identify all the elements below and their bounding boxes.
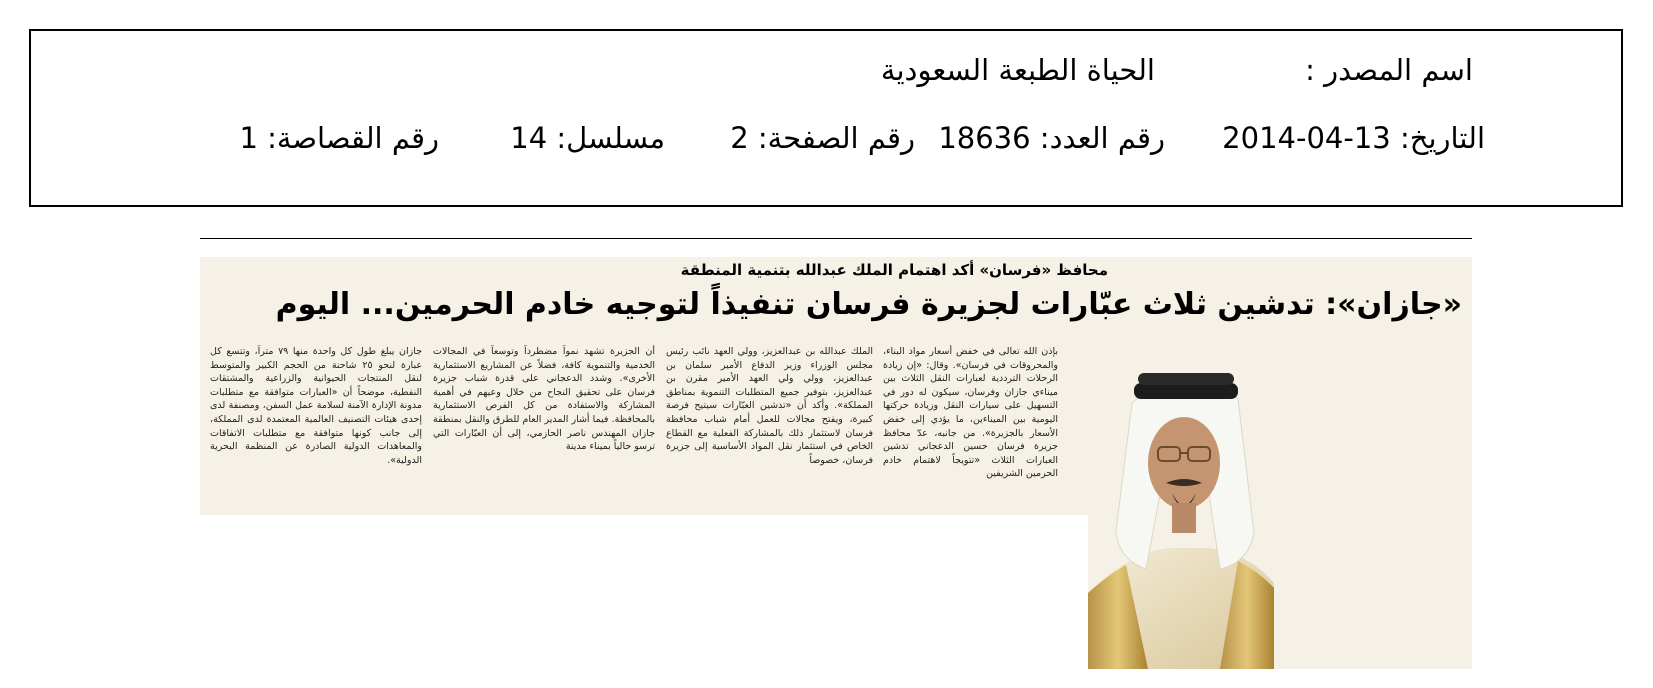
serial-number: مسلسل: 14 bbox=[510, 121, 665, 155]
column-text: الملك عبدالله بن عبدالعزيز، وولي العهد نائب رئيس مجلس الوزراء وزير الدفاع الأمير سلمان بن عبدالعزيز، وولي ولي العهد الأمير مقرن بن عبدالعزيز، بتوفير جميع المتطلبات التنموية بمناطق المملكة». وأكد أن «تدشين العبّارات سيتيح فرصة كبيرة، ويفتح مجالات للعمل أمام شباب محافظة فرسان لاستثمار ذلك بالمشاركة الفعلية مع القطاع الخاص في استثمار نقل المواد الأساسية إلى جزيرة فرسان، خصوصاً bbox=[666, 346, 873, 466]
issue-number: رقم العدد: 18636 bbox=[938, 121, 1165, 155]
article-column-5 bbox=[210, 345, 422, 515]
article-headline: «جازان»: تدشين ثلاث عبّارات لجزيرة فرسان تنفيذاً لتوجيه خادم الحرمين... اليوم bbox=[275, 287, 1462, 322]
article-column-3 bbox=[666, 345, 873, 515]
clip-number: رقم القصاصة: 1 bbox=[239, 121, 439, 155]
separator-rule bbox=[200, 238, 1472, 239]
source-value: الحياة الطبعة السعودية bbox=[880, 53, 1155, 87]
article-kicker: محافظ «فرسان» أكد اهتمام الملك عبدالله بتنمية المنطقة bbox=[680, 261, 1108, 279]
source-metadata-box bbox=[29, 29, 1623, 207]
newspaper-clipping bbox=[200, 257, 1472, 669]
article-column-2 bbox=[883, 345, 1058, 515]
column-text: بإذن الله تعالى في خفض أسعار مواد البناء، والمحروقات في فرسان». وقال: «إن زيادة الرحلات الترددية لعبارات النقل الثلاث بين ميناءي جازان وفرسان، سيكون له دور في التسهيل على سيارات النقل وزيادة حركتها اليومية بين الميناءين، ما يؤدي إلى خفض الأسعار بالجزيرة». من جانبه، عدّ محافظ جزيرة فرسان حسين الدعجاني تدشين العبارات الثلاث «تتويجاً لاهتمام خادم الحرمين الشريفين bbox=[883, 346, 1058, 480]
source-label: اسم المصدر : bbox=[1305, 53, 1473, 87]
date-field: التاريخ: 13-04-2014 bbox=[1222, 121, 1485, 155]
article-column-4 bbox=[433, 345, 655, 515]
column-text: أن الجزيرة تشهد نمواً مضطرداً وتوسعاً في المجالات الخدمية والتنموية كافة، فضلاً عن المشاريع الاستثمارية الأخرى». وشدد الدعجاني على قدرة شباب جزيرة فرسان على تحقيق النجاح من خلال وعيهم في أهمية المشاركة والاستفادة من كل الفرص الاستثمارية بالمحافظة. فيما أشار المدير العام للطرق والنقل بمنطقة جازان المهندس ناصر الحازمي، إلى أن العبّارات التي ترسو حالياً بميناء مدينة bbox=[433, 346, 655, 453]
column-text: جازان يبلغ طول كل واحدة منها ٧٩ متراً، وتتسع كل عبارة لنحو ٢٥ شاحنة من الحجم الكبير والمتوسط لنقل المنتجات الحيوانية والزراعية والمشتقات النفطية، موضحاً أن «العبارات متوافقة مع متطلبات مدونة الإدارة الآمنة لسلامة عمل السفن، ومصنفة لدى إحدى هيئات التصنيف العالمية المعتمدة لدى المملكة، إلى جانب كونها متوافقة مع متطلبات الاتفاقات والمعاهدات الدولية الصادرة عن المنظمة البحرية الدولية». bbox=[210, 346, 422, 466]
page-number: رقم الصفحة: 2 bbox=[730, 121, 915, 155]
portrait-photo bbox=[1088, 343, 1274, 669]
